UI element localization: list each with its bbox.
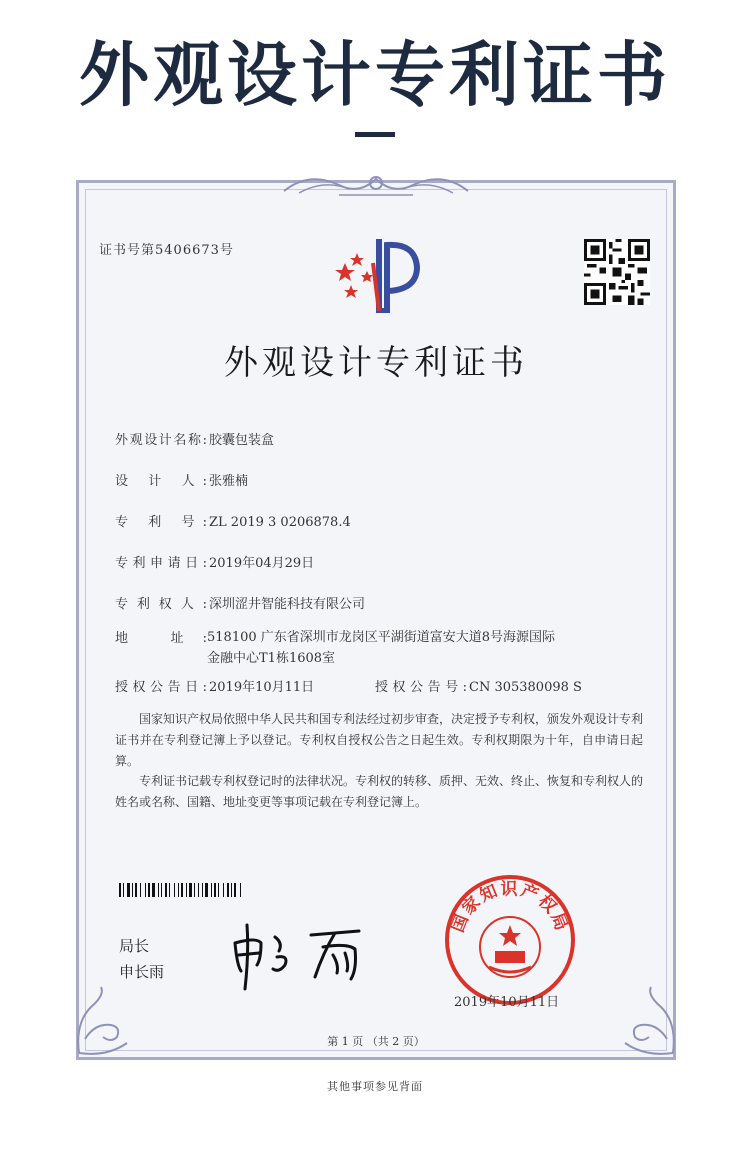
field-filing-date (115, 552, 314, 571)
field-label: 专利权人: (115, 597, 207, 612)
bottom-right-ornament-icon (617, 983, 681, 1061)
field-address-value: 518100 广东省深圳市龙岗区平湖街道富安大道8号海源国际金融中心T1栋1608室 (207, 630, 556, 666)
field-label: 外观设计名称: (115, 433, 207, 448)
field-value: 胶囊包装盒 (209, 433, 275, 448)
field-value: 2019年04月29日 (209, 556, 315, 571)
field-grant-date (115, 676, 314, 695)
signature-icon (227, 913, 377, 993)
statement-paragraph-2: 专利证书记载专利权登记时的法律状况。专利权的转移、质押、无效、终止、恢复和专利权人的姓名或名称、国籍、地址变更等事项记载在专利登记簿上。 (115, 774, 644, 809)
field-value: 张雅楠 (209, 474, 249, 489)
field-grant-number (375, 676, 582, 695)
field-value: ZL 2019 3 0206878.4 (209, 515, 351, 530)
barcode-icon (119, 883, 294, 897)
field-label: 授权公告号: (375, 680, 467, 695)
bottom-left-ornament-icon (71, 983, 135, 1061)
seal-date: 2019年10月11日 (454, 995, 560, 1010)
certificate-title: 外观设计专利证书 (224, 343, 528, 383)
statement-paragraph-1: 国家知识产权局依照中华人民共和国专利法经过初步审查，决定授予专利权，颁发外观设计专利证书并在专利登记簿上予以登记。专利权自授权公告之日起生效。专利权期限为十年，自申请日起算。 (115, 712, 644, 768)
certificate-number: 证书号第5406673号 (99, 243, 234, 258)
page-info: 第 1 页 （共 2 页） (327, 1035, 425, 1048)
field-patentee (115, 593, 365, 612)
top-ornament-icon (279, 169, 473, 199)
field-value: 2019年10月11日 (209, 680, 315, 695)
field-value: CN 305380098 S (469, 680, 582, 695)
certificate (76, 180, 676, 1060)
field-address-label (115, 627, 207, 646)
patent-emblem-icon (327, 233, 432, 313)
field-label: 专 利 号: (115, 515, 207, 530)
field-label: 地 址: (115, 631, 207, 646)
director-title: 局长 (119, 937, 150, 955)
field-label: 设 计 人: (115, 474, 207, 489)
headline-underline (355, 132, 395, 137)
official-seal-icon (443, 873, 577, 1007)
qr-code-icon (584, 239, 650, 305)
director-name: 申长雨 (119, 963, 165, 981)
page-headline: 外观设计专利证书 (79, 34, 671, 116)
field-label: 授权公告日: (115, 680, 207, 695)
field-patent-number (115, 511, 351, 530)
field-label: 专利申请日: (115, 556, 207, 571)
field-value: 深圳涩井智能科技有限公司 (209, 597, 366, 612)
field-designer (115, 470, 248, 489)
field-design-name (115, 429, 274, 448)
back-note: 其他事项参见背面 (327, 1080, 423, 1093)
seal-text: 国家知识产权局 (447, 879, 573, 936)
